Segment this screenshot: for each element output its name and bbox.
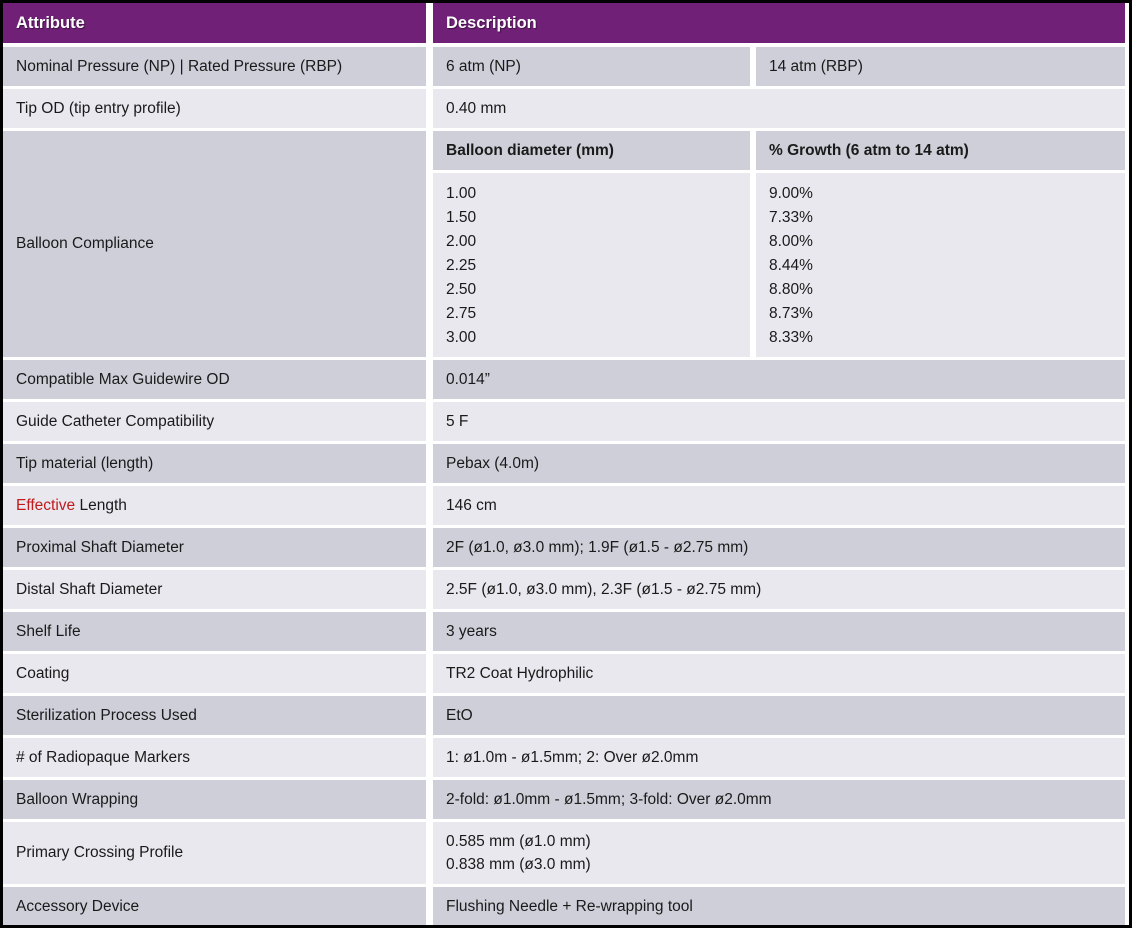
- attribute-cell: Proximal Shaft Diameter: [3, 528, 426, 567]
- description-cell: Flushing Needle + Re-wrapping tool: [433, 887, 1125, 926]
- growth-value: 7.33%: [769, 209, 813, 226]
- description-cell: Pebax (4.0m): [433, 444, 1125, 483]
- attribute-highlight: Effective: [16, 496, 76, 514]
- attribute-cell: Balloon Compliance: [3, 131, 426, 357]
- description-cell: 3 years: [433, 612, 1125, 651]
- crossing-profile-line1: 0.585 mm (ø1.0 mm): [446, 833, 591, 850]
- growth-value: 8.44%: [769, 257, 813, 274]
- compliance-header-row: [433, 131, 1125, 170]
- row-tip-material: [3, 444, 1129, 483]
- row-proximal-shaft: [3, 528, 1129, 567]
- attribute-cell: Sterilization Process Used: [3, 696, 426, 735]
- compliance-growth-column: [756, 173, 1125, 357]
- attribute-cell: Nominal Pressure (NP) | Rated Pressure (RBP): [3, 47, 426, 86]
- attribute-cell: Coating: [3, 654, 426, 693]
- row-sterilization: [3, 696, 1129, 735]
- attribute-cell: Tip OD (tip entry profile): [3, 89, 426, 128]
- description-split: [433, 47, 1125, 86]
- attribute-cell: Shelf Life: [3, 612, 426, 651]
- attribute-cell: Tip material (length): [3, 444, 426, 483]
- description-cell: 2.5F (ø1.0, ø3.0 mm), 2.3F (ø1.5 - ø2.75 mm): [433, 570, 1125, 609]
- description-cell: 0.40 mm: [433, 89, 1125, 128]
- compliance-growth-header: % Growth (6 atm to 14 atm): [756, 131, 1125, 170]
- diameter-value: 2.00: [446, 233, 477, 250]
- row-crossing-profile: [3, 822, 1129, 884]
- diameter-value: 3.00: [446, 329, 477, 346]
- diameter-value: 1.00: [446, 185, 477, 202]
- description-cell: TR2 Coat Hydrophilic: [433, 654, 1125, 693]
- row-radiopaque-markers: [3, 738, 1129, 777]
- attribute-cell: Distal Shaft Diameter: [3, 570, 426, 609]
- description-cell: 5 F: [433, 402, 1125, 441]
- description-cell: 2-fold: ø1.0mm - ø1.5mm; 3-fold: Over ø2.0mm: [433, 780, 1125, 819]
- row-guidewire-od: [3, 360, 1129, 399]
- growth-value: 8.00%: [769, 233, 813, 250]
- diameter-value: 1.50: [446, 209, 477, 226]
- growth-value: 8.80%: [769, 281, 813, 298]
- row-guide-catheter: [3, 402, 1129, 441]
- row-tip-od: [3, 89, 1129, 128]
- row-effective-length: [3, 486, 1129, 525]
- growth-value: 9.00%: [769, 185, 813, 202]
- table-header-row: [3, 3, 1129, 43]
- header-description: Description: [433, 3, 1125, 43]
- row-balloon-compliance: [3, 131, 1129, 357]
- description-cell: 1: ø1.0m - ø1.5mm; 2: Over ø2.0mm: [433, 738, 1125, 777]
- attribute-cell: # of Radiopaque Markers: [3, 738, 426, 777]
- pressure-np-cell: 6 atm (NP): [433, 47, 750, 86]
- row-accessory-device: [3, 887, 1129, 926]
- attribute-cell: Accessory Device: [3, 887, 426, 926]
- header-attribute: Attribute: [3, 3, 426, 43]
- attribute-rest: Length: [79, 496, 127, 514]
- compliance-diameter-header: Balloon diameter (mm): [433, 131, 750, 170]
- diameter-value: 2.50: [446, 281, 477, 298]
- row-distal-shaft: [3, 570, 1129, 609]
- pressure-rbp-cell: 14 atm (RBP): [756, 47, 1125, 86]
- compliance-table: [433, 131, 1125, 357]
- description-cell: [433, 822, 1125, 884]
- attribute-cell: Primary Crossing Profile: [3, 822, 426, 884]
- attribute-cell: Guide Catheter Compatibility: [3, 402, 426, 441]
- description-cell: 2F (ø1.0, ø3.0 mm); 1.9F (ø1.5 - ø2.75 mm): [433, 528, 1125, 567]
- row-nominal-pressure: [3, 47, 1129, 86]
- description-cell: 146 cm: [433, 486, 1125, 525]
- growth-value: 8.73%: [769, 305, 813, 322]
- diameter-value: 2.25: [446, 257, 477, 274]
- compliance-diameter-column: [433, 173, 750, 357]
- description-cell: EtO: [433, 696, 1125, 735]
- attribute-cell: [3, 486, 426, 525]
- row-coating: [3, 654, 1129, 693]
- growth-value: 8.33%: [769, 329, 813, 346]
- row-shelf-life: [3, 612, 1129, 651]
- attribute-cell: Balloon Wrapping: [3, 780, 426, 819]
- crossing-profile-line2: 0.838 mm (ø3.0 mm): [446, 856, 591, 873]
- description-cell: 0.014”: [433, 360, 1125, 399]
- diameter-value: 2.75: [446, 305, 477, 322]
- row-balloon-wrapping: [3, 780, 1129, 819]
- compliance-values: [433, 173, 1125, 357]
- attribute-cell: Compatible Max Guidewire OD: [3, 360, 426, 399]
